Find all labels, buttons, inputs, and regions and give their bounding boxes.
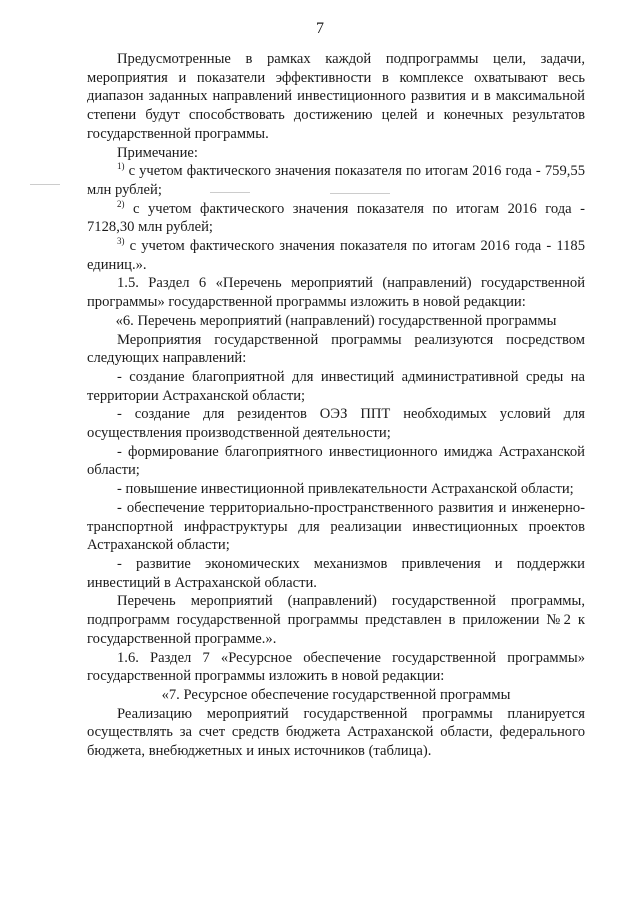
paragraph-appendix-ref: Перечень мероприятий (направлений) государственной программы, подпрограмм государственной программы представлен в приложении №2 к государственной программе.». (87, 593, 585, 647)
list-item: - обеспечение территориально-пространственного развития и инженерно-транспортной инфраструктуры для реализации инвестиционных проектов Астраханской области; (87, 499, 585, 554)
paragraph-1-5: 1.5. Раздел 6 «Перечень мероприятий (направлений) государственной программы» государственной программы изложить в новой редакции: (87, 275, 585, 311)
note-item-1 (87, 162, 585, 199)
note-title: Примечание: (117, 144, 198, 161)
list-item: - повышение инвестиционной привлекательности Астраханской области; (117, 481, 574, 498)
section-7-heading: «7. Ресурсное обеспечение государственной программы (161, 686, 511, 703)
note-item-3 (87, 237, 585, 274)
paragraph-activities-intro: Мероприятия государственной программы реализуются посредством следующих направлений: (87, 331, 585, 367)
document-body (87, 50, 585, 761)
paragraph-objectives: Предусмотренные в рамках каждой подпрограммы цели, задачи, мероприятия и показатели эффективности в комплексе охватывают весь диапазон заданных направлений инвестиционного развития и в максимальной степени будут способствовать достижению целей и конечных результатов государственной программы. (87, 51, 585, 142)
list-item: - формирование благоприятного инвестиционного имиджа Астраханской области; (87, 443, 585, 479)
list-item: - развитие экономических механизмов привлечения и поддержки инвестиций в Астраханской области. (87, 555, 585, 591)
footnote-marker: 3) (117, 236, 125, 247)
page-number: 7 (316, 20, 324, 37)
list-item: - создание благоприятной для инвестиций административной среды на территории Астраханской области; (87, 368, 585, 404)
section-6-heading: «6. Перечень мероприятий (направлений) государственной программы (115, 312, 557, 329)
footnote-marker: 1) (117, 161, 125, 172)
footnote-marker: 2) (117, 198, 125, 209)
note-text: с учетом фактического значения показателя по итогам 2016 года - 7128,30 млн рублей; (87, 200, 585, 236)
list-item: - создание для резидентов ОЭЗ ППТ необходимых условий для осуществления производственной деятельности; (87, 406, 585, 442)
paragraph-1-6: 1.6. Раздел 7 «Ресурсное обеспечение государственной программы» государственной программы изложить в новой редакции: (87, 649, 585, 685)
note-text: с учетом фактического значения показателя по итогам 2016 года - 1185 единиц.». (87, 238, 585, 273)
paragraph-funding: Реализацию мероприятий государственной программы планируется осуществлять за счет средств бюджета Астраханской области, федерального бюджета, внебюджетных и иных источников (таблица). (87, 705, 585, 760)
scan-noise (30, 184, 60, 185)
note-text: с учетом фактического значения показателя по итогам 2016 года - 759,55 млн рублей; (87, 163, 585, 198)
note-item-2 (87, 200, 585, 237)
